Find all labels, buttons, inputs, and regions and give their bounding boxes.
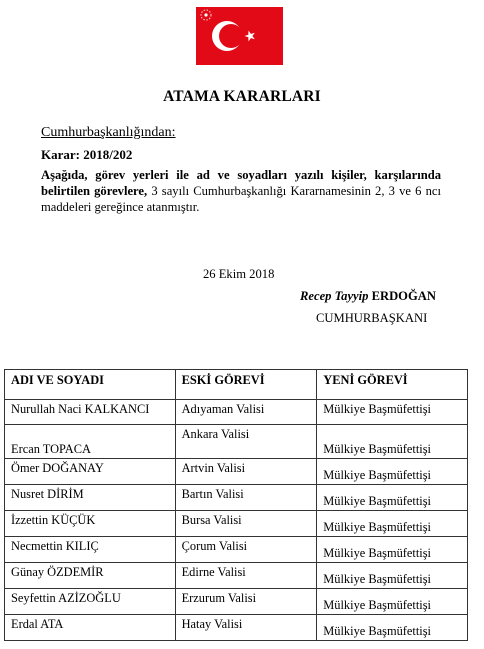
cell-new-position: Mülkiye Başmüfettişi [317, 537, 468, 563]
page-title: ATAMA KARARLARI [163, 88, 321, 105]
table-row [5, 537, 468, 563]
cell-old-position: Erzurum Valisi [175, 589, 317, 615]
cell-name: Seyfettin AZİZOĞLU [5, 589, 176, 615]
cell-new-position: Mülkiye Başmüfettişi [317, 459, 468, 485]
cell-new-position: Mülkiye Başmüfettişi [317, 485, 468, 511]
cell-old-position: Çorum Valisi [175, 537, 317, 563]
cell-name: Erdal ATA [5, 615, 176, 641]
signer-surname: ERDOĞAN [371, 289, 436, 303]
header-old-position: ESKİ GÖREVİ [175, 370, 317, 400]
cell-new-position: Mülkiye Başmüfettişi [317, 425, 468, 459]
cell-new-position: Mülkiye Başmüfettişi [317, 615, 468, 641]
header-new-position: YENİ GÖREVİ [317, 370, 468, 400]
table-row [5, 589, 468, 615]
cell-old-position: Adıyaman Valisi [175, 400, 317, 425]
table-row [5, 459, 468, 485]
signer-first-name: Recep Tayyip [300, 289, 369, 303]
issuer-heading: Cumhurbaşkanlığından: [41, 125, 176, 140]
table-row [5, 563, 468, 589]
cell-name: Nurullah Naci KALKANCI [5, 400, 176, 425]
cell-name: Necmettin KILIÇ [5, 537, 176, 563]
table-row [5, 511, 468, 537]
cell-old-position: Bursa Valisi [175, 511, 317, 537]
cell-old-position: Bartın Valisi [175, 485, 317, 511]
decision-body-part2: 3 sayılı Cumhurbaşkanlığı Kararnamesinin 2, 3 ve 6 ncı maddeleri gereğince atanmıştır. [41, 184, 441, 214]
cell-name: Ömer DOĞANAY [5, 459, 176, 485]
table-header-row [5, 370, 468, 400]
signer-title: CUMHURBAŞKANI [316, 311, 428, 325]
cell-old-position: Artvin Valisi [175, 459, 317, 485]
cell-new-position: Mülkiye Başmüfettişi [317, 400, 468, 425]
signer-name [300, 289, 436, 304]
cell-name: Nusret DİRİM [5, 485, 176, 511]
cell-name: Günay ÖZDEMİR [5, 563, 176, 589]
cell-new-position: Mülkiye Başmüfettişi [317, 511, 468, 537]
decision-number: Karar: 2018/202 [41, 147, 133, 162]
decision-body-part1: Aşağıda, görev yerleri ile ad ve soyadları yazılı kişiler, karşılarında belirtilen görevlere, [41, 168, 441, 198]
cell-old-position: Ankara Valisi [175, 425, 317, 459]
appointments-table [4, 369, 468, 641]
header-name: ADI VE SOYADI [5, 370, 176, 400]
cell-new-position: Mülkiye Başmüfettişi [317, 563, 468, 589]
table-row [5, 425, 468, 459]
cell-name: Ercan TOPACA [5, 425, 176, 459]
cell-old-position: Edirne Valisi [175, 563, 317, 589]
table-row [5, 615, 468, 641]
presidential-seal-icon [196, 7, 216, 23]
decision-date: 26 Ekim 2018 [203, 267, 275, 281]
table-row [5, 485, 468, 511]
decision-body [41, 167, 441, 215]
cell-old-position: Hatay Valisi [175, 615, 317, 641]
cell-name: İzzettin KÜÇÜK [5, 511, 176, 537]
table-row [5, 400, 468, 425]
cell-new-position: Mülkiye Başmüfettişi [317, 589, 468, 615]
